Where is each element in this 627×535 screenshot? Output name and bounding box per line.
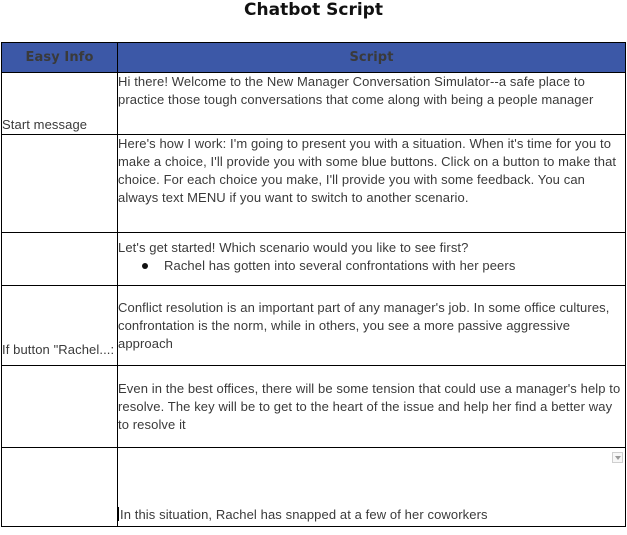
script-cell[interactable] xyxy=(118,448,626,527)
script-cell[interactable]: Conflict resolution is an important part of any manager's job. In some office cultures, confrontation is the norm, while in others, you see a more passive aggressive approach xyxy=(118,286,626,366)
header-easy-info[interactable]: Easy Info xyxy=(2,43,118,73)
text-cursor xyxy=(118,507,119,521)
table-row xyxy=(2,448,626,527)
script-cell[interactable] xyxy=(118,233,626,286)
script-text: Let's get started! Which scenario would you like to see first? xyxy=(118,240,469,255)
info-cell[interactable] xyxy=(2,366,118,448)
table-row xyxy=(2,233,626,286)
table-header-row xyxy=(2,43,626,73)
script-cell[interactable]: Even in the best offices, there will be some tension that could use a manager's help to resolve. The key will be to get to the heart of the issue and help her find a better way to resolve it xyxy=(118,366,626,448)
script-cell[interactable]: Hi there! Welcome to the New Manager Conversation Simulator--a safe place to practice those tough conversations that come along with being a people manager xyxy=(118,73,626,135)
table-row xyxy=(2,135,626,233)
bullet-item xyxy=(118,257,625,275)
script-text: In this situation, Rachel has snapped at a few of her coworkers xyxy=(120,507,488,522)
info-cell[interactable]: If button "Rachel...: xyxy=(2,286,118,366)
info-cell[interactable] xyxy=(2,448,118,527)
info-cell[interactable]: Start message xyxy=(2,73,118,135)
script-cell[interactable]: Here's how I work: I'm going to present you with a situation. When it's time for you to make a choice, I'll provide you with some blue buttons. Click on a button to make that choice. For each choice you make, I'll provide you with some feedback. You can always text MENU if you want to switch to another scenario. xyxy=(118,135,626,233)
table-row xyxy=(2,366,626,448)
bullet-text: Rachel has gotten into several confrontations with her peers xyxy=(164,258,516,273)
chatbot-script-table xyxy=(1,42,626,527)
table-row xyxy=(2,286,626,366)
table-row xyxy=(2,73,626,135)
info-cell[interactable] xyxy=(2,135,118,233)
header-script[interactable]: Script xyxy=(118,43,626,73)
info-cell[interactable] xyxy=(2,233,118,286)
document-title: Chatbot Script xyxy=(244,0,383,20)
chevron-down-icon[interactable] xyxy=(612,452,623,463)
bullet-icon xyxy=(142,263,148,269)
